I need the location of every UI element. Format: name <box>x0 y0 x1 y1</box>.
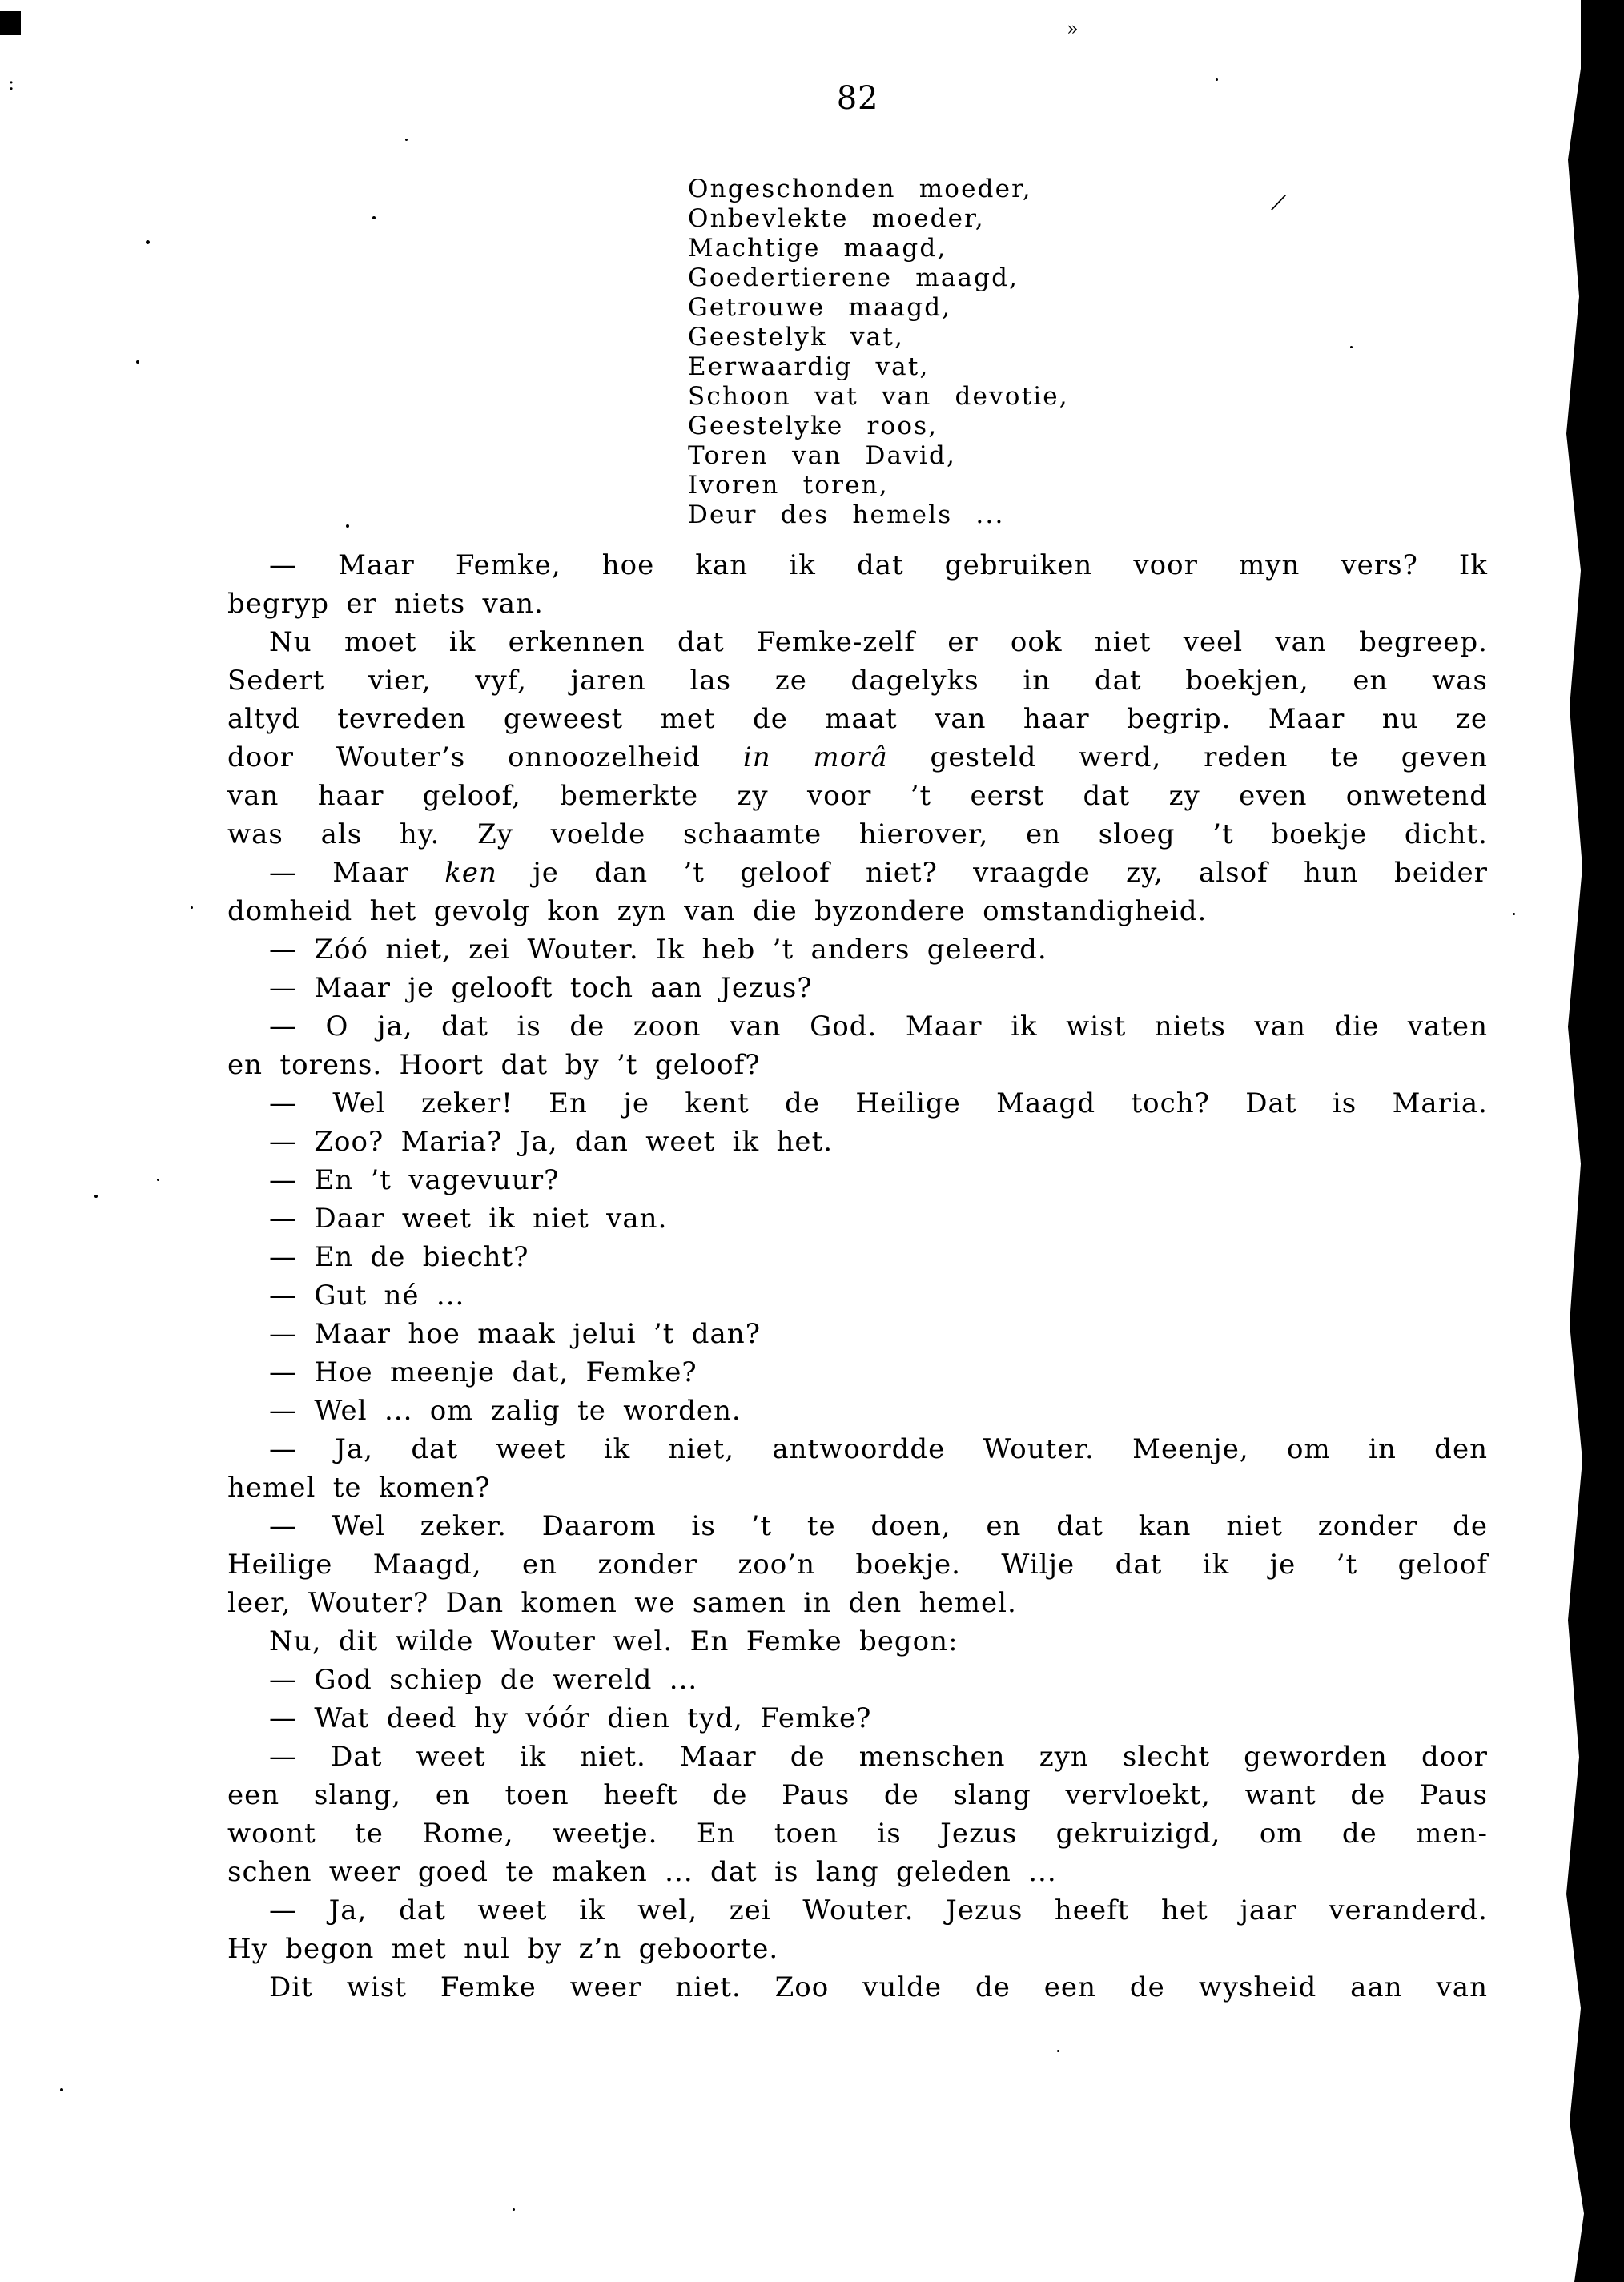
text-segment: — Zoo? Maria? Ja, dan weet ik het. <box>269 1126 834 1158</box>
text-segment: Getrouwe maagd, <box>688 293 952 322</box>
text-line <box>227 854 1488 892</box>
text-segment: — O ja, dat is de zoon van God. Maar ik wist niets van die vaten <box>269 1010 1488 1043</box>
text-line <box>227 1968 1488 2007</box>
text-segment: — En de biecht? <box>269 1241 529 1273</box>
text-segment: Heilige Maagd, en zonder zoo’n boekje. Wilje dat ik je ’t geloof <box>227 1549 1488 1581</box>
text-line <box>227 1123 1488 1161</box>
text-line <box>227 1699 1488 1738</box>
text-segment: was als hy. Zy voelde schaamte hierover, en sloeg ’t boekje dicht. <box>227 818 1488 850</box>
litany-line <box>688 500 1069 530</box>
text-segment: hemel te komen? <box>227 1472 491 1504</box>
scan-speck <box>157 1179 159 1181</box>
text-line <box>227 661 1488 700</box>
scan-speck <box>346 524 349 528</box>
text-line <box>227 623 1488 661</box>
text-line <box>227 1545 1488 1584</box>
text-segment: — Hoe meenje dat, Femke? <box>269 1356 697 1388</box>
scan-speck <box>1350 346 1353 348</box>
text-segment: Goedertierene maagd, <box>688 263 1019 292</box>
text-line <box>227 1930 1488 1968</box>
litany-block <box>688 175 1069 530</box>
text-segment: je dan ’t geloof niet? vraagde zy, alsof hun beider <box>496 857 1488 889</box>
litany-line <box>688 412 1069 441</box>
scan-speck <box>191 906 193 909</box>
scan-ink-mark: : <box>8 72 15 94</box>
text-line <box>227 1353 1488 1392</box>
litany-line <box>688 263 1069 293</box>
text-segment: leer, Wouter? Dan komen we samen in den hemel. <box>227 1587 1017 1619</box>
litany-line <box>688 382 1069 412</box>
scan-speck <box>405 139 408 141</box>
scan-speck <box>136 360 139 364</box>
text-line <box>227 930 1488 969</box>
text-segment: — Maar hoe maak jelui ’t dan? <box>269 1318 761 1350</box>
body-text-block <box>227 546 1488 2007</box>
litany-line <box>688 293 1069 323</box>
scan-speck <box>372 216 376 219</box>
litany-line <box>688 471 1069 500</box>
text-line <box>227 1507 1488 1545</box>
text-segment: van haar geloof, bemerkte zy voor ’t eerst dat zy even onwetend <box>227 780 1488 812</box>
text-segment: Geestelyk vat, <box>688 323 904 352</box>
text-line <box>227 1199 1488 1238</box>
text-line <box>227 1276 1488 1315</box>
text-line <box>227 1007 1488 1046</box>
scan-ink-mark: ⁄ <box>1273 189 1284 217</box>
text-segment: domheid het gevolg kon zyn van die byzondere omstandigheid. <box>227 895 1208 927</box>
text-segment: begryp er niets van. <box>227 588 544 620</box>
text-segment: Geestelyke roos, <box>688 412 939 440</box>
text-line <box>227 700 1488 738</box>
text-segment: Sedert vier, vyf, jaren las ze dagelyks in dat boekjen, en was <box>227 665 1488 697</box>
scan-speck <box>60 2088 63 2091</box>
text-segment: gesteld werd, reden te geven <box>887 741 1488 773</box>
text-line <box>227 1891 1488 1930</box>
text-segment: schen weer goed te maken ... dat is lang geleden ... <box>227 1856 1057 1888</box>
scan-speck <box>1057 2050 1059 2052</box>
scan-speck <box>1216 78 1218 81</box>
text-segment: — Wel zeker. Daarom is ’t te doen, en dat kan niet zonder de <box>269 1510 1488 1542</box>
scan-corner-mark <box>0 11 21 35</box>
scan-edge-bar <box>1560 0 1624 2282</box>
text-line <box>227 1776 1488 1814</box>
text-segment: Onbevlekte moeder, <box>688 204 985 233</box>
litany-line <box>688 323 1069 352</box>
page-number: 82 <box>836 80 879 117</box>
text-segment: — Gut né ... <box>269 1280 465 1312</box>
text-segment: Deur des hemels ... <box>688 500 1005 529</box>
text-segment: altyd tevreden geweest met de maat van haar begrip. Maar nu ze <box>227 703 1488 735</box>
text-segment: Machtige maagd, <box>688 234 947 263</box>
litany-line <box>688 204 1069 234</box>
litany-line <box>688 234 1069 263</box>
text-line <box>227 892 1488 930</box>
text-segment: — Maar Femke, hoe kan ik dat gebruiken voor myn vers? Ik <box>269 549 1488 581</box>
text-segment: Nu moet ik erkennen dat Femke-zelf er ook niet veel van begreep. <box>269 626 1488 658</box>
text-line <box>227 1161 1488 1199</box>
text-segment: door Wouter’s onnoozelheid <box>227 741 743 773</box>
scan-speck <box>146 240 150 244</box>
text-segment: Nu, dit wilde Wouter wel. En Femke begon: <box>269 1625 959 1657</box>
text-segment: — Wat deed hy vóór dien tyd, Femke? <box>269 1702 872 1734</box>
text-line <box>227 546 1488 585</box>
text-line <box>227 1853 1488 1891</box>
text-segment: — Daar weet ik niet van. <box>269 1203 668 1235</box>
text-line <box>227 777 1488 815</box>
text-line <box>227 1468 1488 1507</box>
scan-speck <box>94 1195 98 1198</box>
text-line <box>227 1661 1488 1699</box>
text-segment: — Zóó niet, zei Wouter. Ik heb ’t anders geleerd. <box>269 934 1047 966</box>
text-line <box>227 1622 1488 1661</box>
text-segment: — Maar <box>269 857 445 889</box>
text-segment: — Dat weet ik niet. Maar de menschen zyn slecht geworden door <box>269 1741 1488 1773</box>
text-segment: ken <box>444 857 497 889</box>
litany-line <box>688 175 1069 204</box>
litany-line <box>688 352 1069 382</box>
text-line <box>227 1046 1488 1084</box>
text-segment: Ivoren toren, <box>688 471 889 500</box>
text-line <box>227 585 1488 623</box>
text-segment: — Wel zeker! En je kent de Heilige Maagd toch? Dat is Maria. <box>269 1087 1488 1119</box>
text-segment: — Maar je gelooft toch aan Jezus? <box>269 972 813 1004</box>
text-line <box>227 1392 1488 1430</box>
text-line <box>227 1238 1488 1276</box>
text-segment: — Wel ... om zalig te worden. <box>269 1395 742 1427</box>
text-segment: — God schiep de wereld ... <box>269 1664 698 1696</box>
text-segment: Hy begon met nul by z’n geboorte. <box>227 1933 779 1965</box>
text-line <box>227 738 1488 777</box>
text-segment: en torens. Hoort dat by ’t geloof? <box>227 1049 761 1081</box>
text-line <box>227 1814 1488 1853</box>
text-line <box>227 1430 1488 1468</box>
text-segment: woont te Rome, weetje. En toen is Jezus gekruizigd, om de men- <box>227 1818 1488 1850</box>
text-segment: een slang, en toen heeft de Paus de slang vervloekt, want de Paus <box>227 1779 1488 1811</box>
text-line <box>227 969 1488 1007</box>
text-segment: — Ja, dat weet ik niet, antwoordde Wouter. Meenje, om in den <box>269 1433 1488 1465</box>
litany-line <box>688 441 1069 471</box>
text-line <box>227 1738 1488 1776</box>
text-line <box>227 1584 1488 1622</box>
text-segment: Toren van David, <box>688 441 957 470</box>
text-line <box>227 1315 1488 1353</box>
scan-speck <box>1513 913 1515 915</box>
scan-ink-mark: » <box>1067 18 1079 40</box>
text-line <box>227 1084 1488 1123</box>
text-segment: Ongeschonden moeder, <box>688 175 1032 203</box>
text-segment: in morâ <box>742 741 888 773</box>
scan-speck <box>513 2208 515 2211</box>
text-line <box>227 815 1488 854</box>
text-segment: — Ja, dat weet ik wel, zei Wouter. Jezus heeft het jaar veranderd. <box>269 1894 1488 1926</box>
text-segment: Dit wist Femke weer niet. Zoo vulde de een de wysheid aan van <box>269 1971 1488 2003</box>
text-segment: Schoon vat van devotie, <box>688 382 1069 411</box>
text-segment: Eerwaardig vat, <box>688 352 930 381</box>
text-segment: — En ’t vagevuur? <box>269 1164 560 1196</box>
